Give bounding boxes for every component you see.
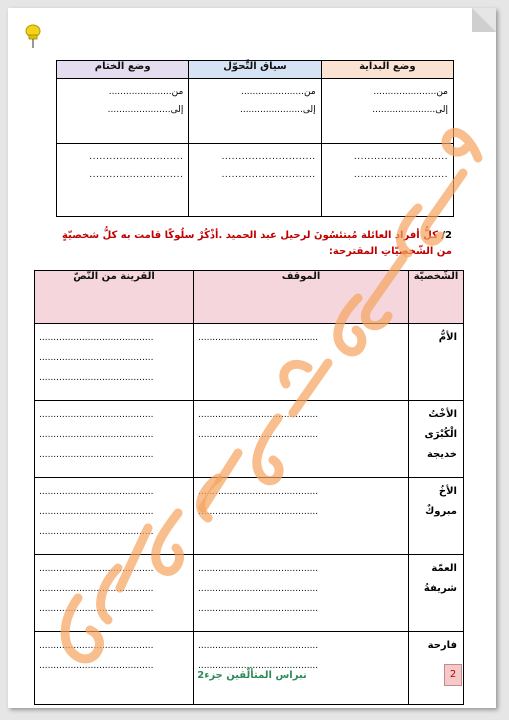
stance-cell[interactable]: .......................................... [194,324,409,401]
evidence-cell[interactable]: ........................................ ........................................ ........................................ [35,555,194,632]
character-name: الأخْتُ الْكُبْرَى خديجة [409,401,464,478]
story-stages-table [56,60,454,217]
characters-table [34,270,464,705]
question-2 [60,228,452,260]
character-name: الأمُّ [409,324,464,401]
end-state-cell[interactable]: من...................... إلى...................... [57,79,189,144]
end-state-extra-cell[interactable]: ............................ ............................ [57,144,189,217]
question-text: كلُّ أفراد العائلة مُبتئسُونَ لرحيل عبد الحميد .أذْكُرْ سلُوكًا قامت به كلُّ شخصيّةٍ من الشّخصيّاتِ المقترحة: [62,230,452,257]
header-start-state: وضع البداية [321,61,453,79]
transition-extra-cell[interactable]: ............................ ............................ [189,144,321,217]
header-stance: الموقف [194,271,409,324]
worksheet-page [8,8,496,708]
table-row [35,632,464,705]
to-label: إلى [170,105,184,115]
table-row [35,478,464,555]
header-end-state: وضع الختام [57,61,189,79]
start-state-cell[interactable]: من...................... إلى...................... [321,79,453,144]
from-label: من [304,87,316,97]
header-transition: سياق التَّحوّل [189,61,321,79]
character-name: فارحة [409,632,464,705]
to-label: إلى [302,105,316,115]
table-row [35,555,464,632]
question-number: 2/ [441,230,452,241]
to-label: إلى [435,105,448,115]
transition-cell[interactable]: من...................... إلى...................... [189,79,321,144]
header-evidence: القرينة من النّصّ [35,271,194,324]
character-name: العمّة شريفةُ [409,555,464,632]
evidence-cell[interactable]: ........................................ ........................................ ........................................ [35,324,194,401]
page-fold [472,8,496,32]
footer-title: نبراس المتألّقين جزء2 [197,670,307,681]
from-label: من [436,87,448,97]
character-name: الأخُ مبروكٌ [409,478,464,555]
stance-cell[interactable]: .......................................... .......................................... .......................................... [194,555,409,632]
stance-cell[interactable]: .......................................... .......................................... [194,632,409,705]
evidence-cell[interactable]: ........................................ ........................................ ........................................ [35,478,194,555]
table-row [35,324,464,401]
evidence-cell[interactable]: ........................................ ........................................ [35,632,194,705]
stance-cell[interactable]: .......................................... .......................................... [194,401,409,478]
page-number: 2 [444,664,462,686]
pushpin-icon [22,22,44,50]
stance-cell[interactable]: .......................................... .......................................... [194,478,409,555]
table-row [35,401,464,478]
start-state-extra-cell[interactable]: ............................ ............................ [321,144,453,217]
header-character: الشّخصيّة [409,271,464,324]
evidence-cell[interactable]: ........................................ ........................................ ........................................ [35,401,194,478]
from-label: من [171,87,184,97]
